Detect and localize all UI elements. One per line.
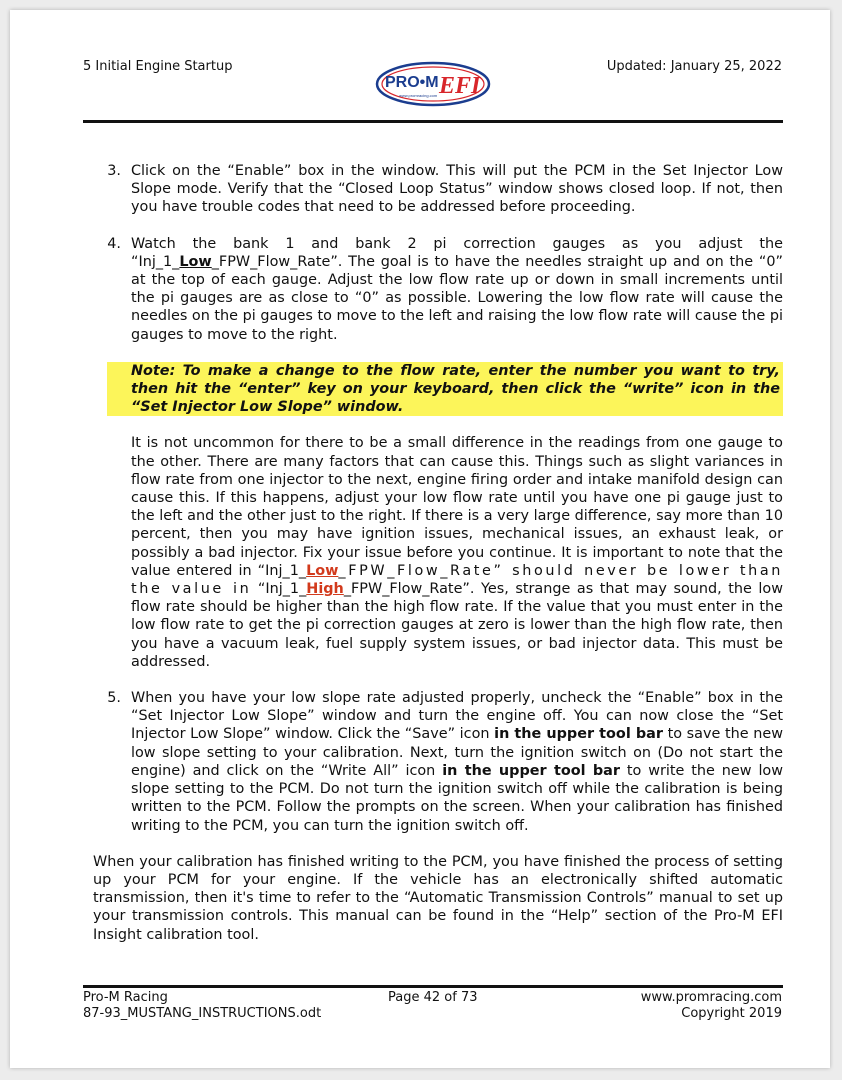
footer-left — [83, 990, 321, 1022]
closing-paragraph: When your calibration has finished writing to the PCM, you have finished the process of setting up your PCM for your engine. If the vehicle has an electronically shifted automatic transmission, then it's time to refer to the “Automatic Transmission Controls” manual to set up your transmission controls. This manual can be found in the “Help” section of the Pro-M EFI Insight calibration tool. — [93, 853, 783, 943]
step-5-text: When you have your low slope rate adjusted properly, uncheck the “Enable” box in the “Set Injector Low Slope” window and turn the engine off. You can now close the “Set Injector Low Slope” window. Click the “Save” icon in the upper tool bar to save the new low slope setting to your calibration. Next, turn the ignition switch on (Do not start the engine) and click on the “Write All” icon in the upper tool bar to write the new low slope setting to the PCM. Do not turn the ignition switch off while the calibration is being written to the PCM. Follow the prompts on the screen. When your calibration has finished writing to the PCM, you can turn the ignition switch off. — [131, 690, 784, 834]
footer-page-number: Page 42 of 73 — [388, 990, 478, 1005]
list-number: 3. — [107, 163, 121, 179]
footer-copyright: Copyright 2019 — [681, 1006, 782, 1021]
svg-text:EFI: EFI — [439, 73, 481, 99]
header-section-title: 5 Initial Engine Startup — [83, 59, 233, 74]
header-divider — [83, 120, 783, 123]
footer-website: www.promracing.com — [640, 990, 782, 1005]
footer-company: Pro-M Racing — [83, 990, 168, 1005]
list-item-step-4 — [93, 235, 783, 344]
header-updated-date: Updated: January 25, 2022 — [606, 59, 782, 74]
list-number: 5. — [107, 690, 121, 707]
footer-divider — [83, 985, 783, 988]
list-item-step-3 — [93, 162, 783, 217]
pro-m-efi-logo — [375, 60, 491, 108]
step-4-text: Watch the bank 1 and bank 2 pi correction gauges as you adjust the “Inj_1_Low_FPW_Flow_Rate”. The goal is to have the needles straight up and on the “0” at the top of each gauge. Adjust the low flow rate up or down in small increments until the pi gauges are as close to “0” as possible. Lowering the low flow rate will cause the needles on the pi gauges to move to the left and raising the low flow rate will cause the pi gauges to move to the right. — [131, 235, 783, 343]
list-item-step-5 — [93, 689, 783, 835]
explanation-paragraph: It is not uncommon for there to be a small difference in the readings from one gauge to the other. There are many factors that can cause this. Things such as slight variances in flow rate from one injector to the next, engine firing order and intake manifold design can cause this. If this happens, adjust your low flow rate until you have one pi gauge just to the left and the other just to the right. If there is a very large difference, say more than 10 percent, then you may have ignition issues, mechanical issues, an exhaust leak, or possibly a bad injector. Fix your issue before you continue. It is important to note that the value entered in “Inj_1_Low_FPW_Flow_Rate” should never be lower than the value in “Inj_1_High_FPW_Flow_Rate”. Yes, strange as that may sound, the low flow rate should be higher than the high flow rate. If the value that you must enter in the low flow rate to get the pi correction gauges at zero is lower than the high flow rate, then you have a vacuum leak, fuel supply system issues, or bad injector data. This must be addressed. — [131, 435, 783, 670]
footer-filename: 87-93_MUSTANG_INSTRUCTIONS.odt — [83, 1006, 322, 1021]
low-emphasis: Low — [179, 253, 212, 270]
list-number: 4. — [107, 235, 121, 252]
step-3-text: Click on the “Enable” box in the window. This will put the PCM in the Set Injector Low Slope mode. Verify that the “Closed Loop Status” window shows closed loop. If not, then you have trouble codes that need to be addressed before proceeding. — [131, 163, 783, 216]
svg-text:PRO•M: PRO•M — [385, 74, 439, 91]
footer-right — [641, 990, 782, 1022]
high-red-emphasis: High — [306, 581, 344, 598]
document-body — [93, 162, 783, 944]
low-red-emphasis: Low — [306, 562, 339, 579]
highlighted-note: Note: To make a change to the flow rate, enter the number you want to try, then hit the “enter” key on your keyboard, then click the “write” icon in the “Set Injector Low Slope” window. — [107, 362, 783, 417]
svg-text:www.promracing.com: www.promracing.com — [399, 93, 438, 98]
document-page — [10, 10, 830, 1068]
